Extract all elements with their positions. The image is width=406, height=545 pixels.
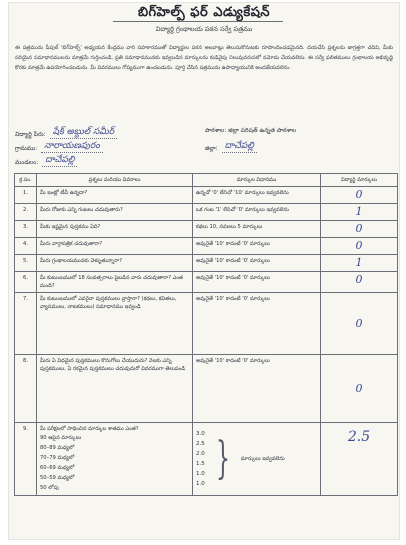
row-question: మీరు రోజుకు ఎన్ని గంటలు చదువుతారు? bbox=[37, 204, 193, 221]
row-marks[interactable]: 0 bbox=[355, 273, 363, 286]
row-serial: 6. bbox=[15, 272, 37, 293]
row-scoring: అవునైతే '10' కాదంటే '0' మార్కులు bbox=[193, 355, 321, 423]
table-row bbox=[15, 238, 398, 255]
header-question: ప్రశ్నలు మరియు వివరాలు bbox=[37, 174, 193, 187]
score-scale-values bbox=[196, 429, 205, 489]
row-marks[interactable]: 0 bbox=[355, 316, 363, 330]
scale-value: 1.5 bbox=[196, 461, 205, 467]
school-field bbox=[205, 127, 296, 135]
school-label: పాఠశాల: జిల్లా పరిషత్ ఉన్నత పాఠశాల bbox=[205, 127, 297, 134]
form-title: బిగ్‌హెల్ప్ ఫర్ ఎడ్యుకేషన్ bbox=[137, 5, 271, 20]
row-scoring: అవునైతే '10' కాదంటే '0' మార్కులు bbox=[193, 238, 321, 255]
row-serial: 1. bbox=[15, 187, 37, 204]
table-row bbox=[15, 355, 398, 423]
title-underline bbox=[113, 21, 283, 22]
row-question: మీ కుటుంబములో ఎవరైనా పుస్తకములు వ్రాస్తారా? (కథలు, కవితలు, వ్యాసములు, నాటకములు) సమాధానము ఇవ్వండి bbox=[37, 293, 193, 355]
row-scoring: ఉన్నచో '0' లేనిచో '10' మార్కులు ఇవ్వవలెను bbox=[193, 187, 321, 204]
score-range-item: 80–89 మధ్యలో bbox=[40, 445, 75, 451]
village-value[interactable]: నారాయణపురం bbox=[41, 141, 103, 153]
row-scoring: మార్కులు ఇవ్వవలెను bbox=[240, 456, 285, 462]
row-scoring: అవునైతే '10' కాదంటే '0' మార్కులు bbox=[193, 255, 321, 272]
form-subtitle: విద్యార్థి గ్రంథాలయ పఠన సర్వే పత్రము bbox=[155, 25, 253, 33]
district-value[interactable]: దాచేపల్లి bbox=[222, 141, 257, 153]
table-row bbox=[15, 187, 398, 204]
table-row bbox=[15, 293, 398, 355]
curly-brace-icon: } bbox=[215, 433, 230, 484]
row-serial: 8. bbox=[15, 355, 37, 423]
row-marks[interactable]: 1 bbox=[355, 256, 363, 269]
row-scoring: అవునైతే '10' కాదంటే '0' మార్కులు bbox=[193, 272, 321, 293]
mandal-label: మండలం: bbox=[15, 159, 39, 166]
header-serial: క్ర.సం. bbox=[15, 174, 37, 187]
score-range-item: 60–69 మధ్యలో bbox=[40, 465, 75, 471]
row-scoring: ఒక గంట '1' లేనిచో '0' మార్కులు ఇవ్వవలెను bbox=[193, 204, 321, 221]
row-question: మీ ఇంట్లో టీవీ ఉన్నదా? bbox=[37, 187, 193, 204]
row-question: మీరు గ్రంథాలయమునకు వెళ్ళుతున్నారా? bbox=[37, 255, 193, 272]
row-serial: 9. bbox=[15, 423, 37, 496]
row-serial: 3. bbox=[15, 221, 37, 238]
row-question: మీరు ఏ విధమైన పుస్తకములు కొనుగోలు చేయుదురు? నెలకు ఎన్ని పుస్తకములు, ఏ రకమైన పుస్తకములు చదువుదురో వివరముగా తెలుపండి bbox=[37, 355, 193, 423]
student-name-value[interactable]: షేక్ అబ్దుల్ సమీర్ bbox=[50, 127, 117, 139]
survey-table bbox=[14, 173, 398, 496]
row-question: మీ కుటుంబములో 18 సంవత్సరాలు పైబడిన వారు చదువుతారా? ఎంత మంది? bbox=[37, 272, 193, 293]
row-scoring: కథలు 10, నవలలు 5 మార్కులు bbox=[193, 221, 321, 238]
score-range-item: 70–79 మధ్యలో bbox=[40, 455, 75, 461]
row-question: మీకు ఇష్టమైన పుస్తకము ఏది? bbox=[37, 221, 193, 238]
student-name-label: విద్యార్థి పేరు: bbox=[15, 131, 46, 138]
row-serial: 2. bbox=[15, 204, 37, 221]
scale-value: 2.5 bbox=[196, 441, 205, 447]
row-serial: 7. bbox=[15, 293, 37, 355]
row-serial: 5. bbox=[15, 255, 37, 272]
village-field bbox=[15, 141, 103, 153]
row-question: మీరు వార్తాపత్రిక చదువుతారా? bbox=[37, 238, 193, 255]
district-field bbox=[205, 141, 257, 153]
scale-value: 1.0 bbox=[196, 471, 205, 477]
table-row bbox=[15, 204, 398, 221]
score-range-item: 50 లోపు bbox=[40, 485, 59, 491]
score-range-item: 50–59 మధ్యలో bbox=[40, 475, 75, 481]
mandal-value[interactable]: దాచేపల్లి bbox=[42, 155, 77, 167]
table-row bbox=[15, 423, 398, 496]
score-range-item: 90 ఆపైన మార్కులు bbox=[40, 435, 82, 441]
district-label: జిల్లా: bbox=[205, 145, 218, 152]
scale-value: 2.0 bbox=[196, 451, 205, 457]
row-serial: 4. bbox=[15, 238, 37, 255]
score-scale bbox=[196, 429, 317, 489]
row-question: మీ పరీక్షలలో సాధించిన మార్కుల శాతము ఎంత? bbox=[40, 426, 139, 432]
table-row bbox=[15, 272, 398, 293]
table-row bbox=[15, 255, 398, 272]
row-marks[interactable]: 0 bbox=[355, 188, 363, 201]
student-name-field bbox=[15, 127, 117, 139]
header-marks: విద్యార్థి మార్కులు bbox=[321, 174, 398, 187]
table-row bbox=[15, 221, 398, 238]
row-marks[interactable]: 0 bbox=[355, 222, 363, 235]
survey-form-page bbox=[8, 2, 400, 540]
scale-value: 3.0 bbox=[196, 431, 205, 437]
score-range-list bbox=[40, 433, 189, 493]
table-header-row bbox=[15, 174, 398, 187]
row-marks[interactable]: 0 bbox=[355, 381, 363, 395]
scale-value: 1.0 bbox=[196, 481, 205, 487]
village-label: గ్రామము: bbox=[15, 145, 38, 152]
row-marks[interactable]: 0 bbox=[355, 239, 363, 252]
row-marks[interactable]: 1 bbox=[355, 205, 363, 218]
intro-paragraph: ఈ పత్రమును పీపుల్ 'బిగ్‌హెల్ప్' అధ్యయన కేంద్రము వారి సహకారముతో విద్యార్థుల పఠన అలవాట్లు తెలుసుకొనుటకు రూపొందించడమైనది. దయచేసి ప్రశ్నలను జాగ్రత్తగా చదివి, మీకు సరియైన సమాధానములను మాత్రమే గుర్తించండి. ప్రతి సమాధానమునకు ఇవ్వబడిన మార్కులను కుడివైపు నిలువువరుసలో నమోదు చేయవలెను. ఈ సర్వే ఫలితములు గ్రంథాలయ అభివృద్ధి కొరకు మాత్రమే ఉపయోగించబడును. మీ వివరములు గోప్యముగా ఉంచబడును. పూర్తి చేసిన పత్రమును ఉపాధ్యాయునికి అందజేయవలెను. bbox=[15, 45, 393, 71]
mandal-field bbox=[15, 155, 77, 167]
row-marks[interactable]: 2.5 bbox=[347, 429, 371, 445]
header-scoring: మార్కుల విధానము bbox=[193, 174, 321, 187]
row-scoring: అవునైతే '10' కాదంటే '0' మార్కులు bbox=[193, 293, 321, 355]
